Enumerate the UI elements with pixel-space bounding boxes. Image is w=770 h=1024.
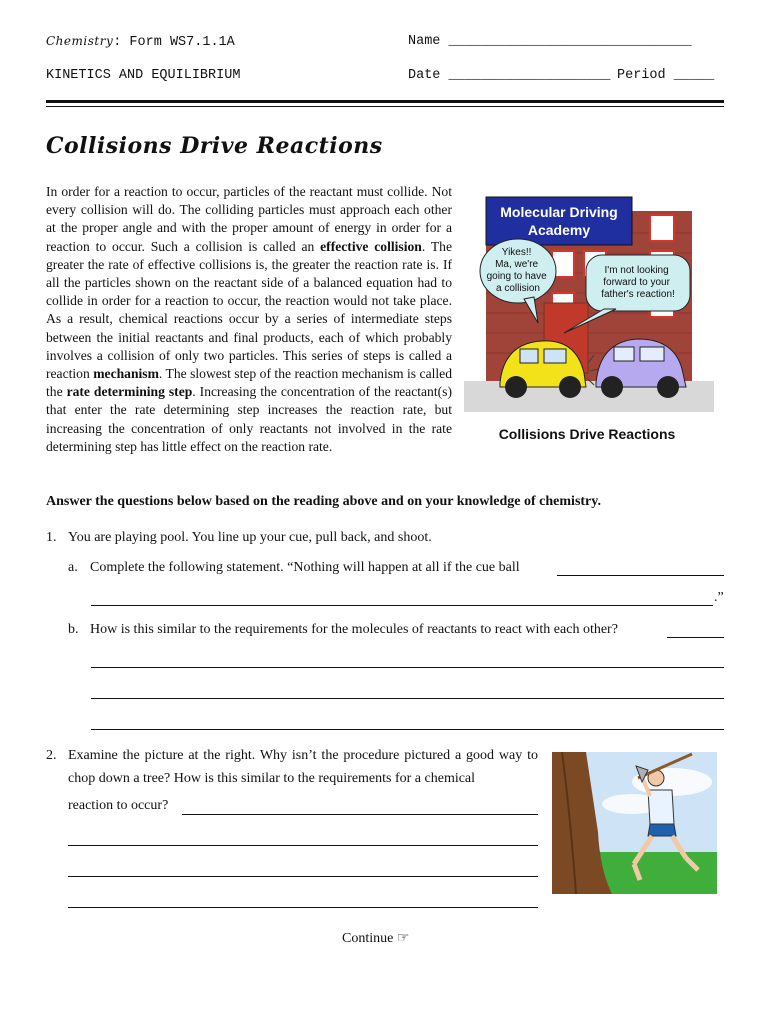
question-2-text: Examine the picture at the right. Why isn’t the procedure pictured a good way to chop down a tree? How is this similar to the requirements for a chemical xyxy=(68,748,538,786)
question-1-number: 1. xyxy=(46,530,57,545)
bubble-right-line-2: forward to your xyxy=(603,277,670,288)
intro-text-1: In order for a reaction to occur, particles of the reactant must collide. Not every collision will do. The colliding particles must approach each other at the proper angle and with the proper amount of energy in order for a reaction to occur. Such a collision is called an xyxy=(46,184,452,254)
header-rule-thin xyxy=(46,106,724,107)
answer-line-2-3[interactable] xyxy=(68,876,538,877)
name-label: Name xyxy=(408,34,441,49)
question-1a-text: Complete the following statement. “Nothing will happen at all if the cue ball xyxy=(90,560,520,575)
term-mechanism: mechanism xyxy=(93,366,159,382)
page-title: Collisions Drive Reactions xyxy=(46,133,383,159)
bubble-right-line-1: I'm not looking xyxy=(604,265,669,276)
intro-text-3: . The slowest step of the reaction mechanism is called the xyxy=(46,366,452,400)
question-1a-close-quote: .” xyxy=(714,590,724,605)
question-1a xyxy=(68,560,724,576)
bubble-left-line-4: a collision xyxy=(496,283,540,294)
term-effective-collision: effective collision xyxy=(320,238,422,254)
answer-line-2-2[interactable] xyxy=(68,845,538,846)
question-2-number: 2. xyxy=(46,748,57,763)
answer-line-2-4[interactable] xyxy=(68,907,538,908)
date-field[interactable]: Date ____________________ xyxy=(408,68,611,83)
cartoon-caption: Collisions Drive Reactions xyxy=(498,426,676,442)
intro-paragraph xyxy=(46,183,452,456)
question-2 xyxy=(46,744,538,790)
question-1b-label: b. xyxy=(68,622,79,637)
name-field[interactable]: Name ______________________________ xyxy=(408,34,692,49)
bubble-right-line-3: father's reaction! xyxy=(601,289,675,300)
date-label: Date xyxy=(408,68,441,83)
sign-line-1: Molecular Driving xyxy=(500,204,618,220)
answer-line-1b-4[interactable] xyxy=(91,729,724,730)
answer-line-1b-1[interactable] xyxy=(667,637,724,638)
bubble-left-line-2: Ma, we're xyxy=(495,259,539,270)
question-1b-text: How is this similar to the requirements for the molecules of reactants to react with each other? xyxy=(90,622,618,637)
question-1a-label: a. xyxy=(68,560,78,575)
answer-line-1a-1[interactable] xyxy=(557,575,724,576)
answer-line-2-1[interactable] xyxy=(182,814,538,815)
svg-text:I'm not looking forward to xyxy=(601,265,675,300)
question-1b xyxy=(68,622,618,638)
instructions: Answer the questions below based on the reading above and on your knowledge of chemistry. xyxy=(46,494,602,509)
intro-text-2: . The greater the rate of effective collisions is, the greater the reaction rate is. If all the particles shown on the reactant side of a balanced equation had to collide in order for a reaction to occur, the reaction would not take place. As a result, chemical reactions occur by a series of intermediate steps between the initial reactants and final products, each of which probably involves a collision of only two particles. This series of steps is called a reaction xyxy=(46,238,452,382)
period-field[interactable]: Period _____ xyxy=(617,68,715,83)
continue-label: Continue ☞ xyxy=(342,931,410,946)
answer-line-1b-3[interactable] xyxy=(91,698,724,699)
man-running-at-tree-image xyxy=(552,752,717,894)
course-form-label xyxy=(46,34,235,50)
question-2-text-end: reaction to occur? xyxy=(68,798,169,813)
question-1 xyxy=(46,530,432,546)
answer-line-1a-2[interactable] xyxy=(91,605,713,606)
bubble-left-line-3: going to have xyxy=(486,271,547,282)
unit-label: KINETICS AND EQUILIBRIUM xyxy=(46,68,241,83)
question-1-text: You are playing pool. You line up your cue, pull back, and shoot. xyxy=(68,530,432,545)
form-number: : Form WS7.1.1A xyxy=(113,35,235,50)
header-rule-thick xyxy=(46,100,724,103)
cartoon-molecular-driving-academy xyxy=(464,193,714,412)
period-label: Period xyxy=(617,68,666,83)
term-rate-determining-step: rate determining step xyxy=(66,384,193,400)
sign-line-2: Academy xyxy=(527,222,591,238)
answer-line-1b-2[interactable] xyxy=(91,667,724,668)
course-name: Chemistry xyxy=(46,34,114,48)
intro-text-4: . Increasing the concentration of the reactant(s) that enter the rate determining step increases the reaction rate, but increasing the concentration of only reactants not involved in the rate determining step has little effect on the reaction rate. xyxy=(46,384,452,454)
bubble-left-line-1: Yikes!! xyxy=(501,247,532,258)
